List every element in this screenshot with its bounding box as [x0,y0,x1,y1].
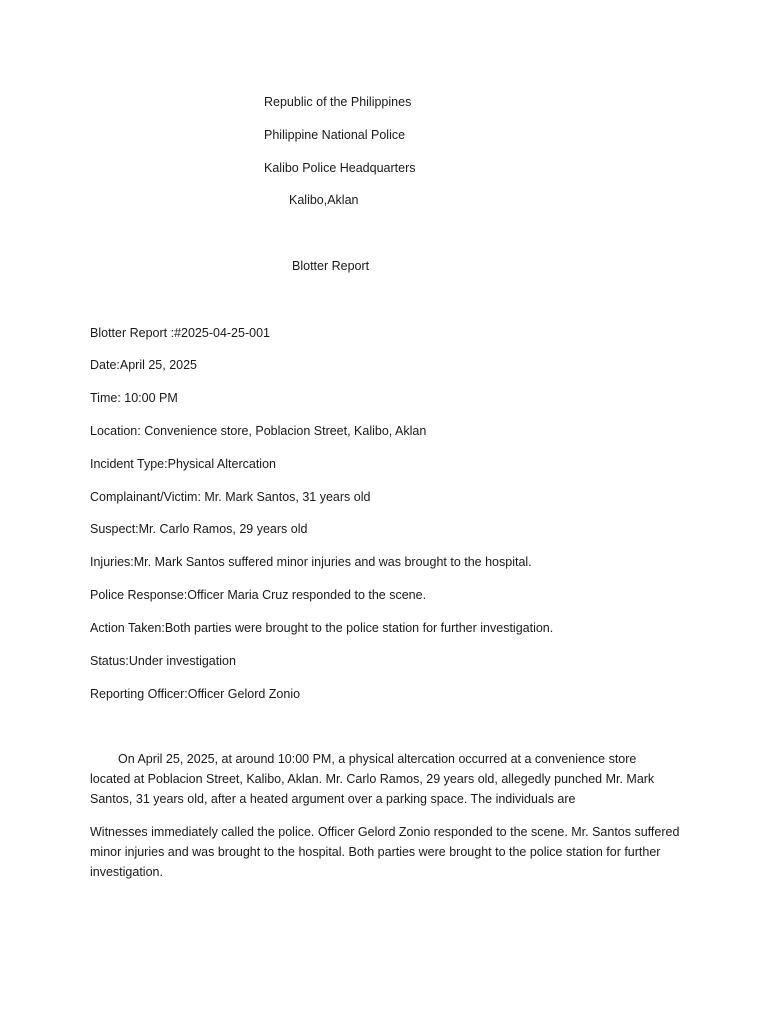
field-injuries: Injuries:Mr. Mark Santos suffered minor injuries and was brought to the hospital. [90,555,532,569]
header-location: Kalibo,Aklan [289,193,359,207]
field-time: Time: 10:00 PM [90,391,178,405]
field-reporting-officer: Reporting Officer:Officer Gelord Zonio [90,687,301,701]
field-action-taken: Action Taken:Both parties were brought to the police station for further investigation. [90,621,554,635]
field-incident-type: Incident Type:Physical Altercation [90,457,276,471]
narrative-text-1: On April 25, 2025, at around 10:00 PM, a physical altercation occurred at a convenience store located at Poblacion Street, Kalibo, Aklan. Mr. Carlo Ramos, 29 years old, allegedly punched Mr. Mark Santos, 31 years old, after a heated argument over a parking space. The individuals are [90,752,655,806]
field-status: Status:Under investigation [90,654,236,668]
narrative-paragraph-2 [90,822,680,882]
narrative-text-2: Witnesses immediately called the police. Officer Gelord Zonio responded to the scene. Mr. Santos suffered minor injuries and was brought to the hospital. Both parties were brought to the police station for further investigation. [90,825,680,879]
header-republic: Republic of the Philippines [264,95,412,109]
header-pnp: Philippine National Police [264,128,406,142]
field-police-response: Police Response:Officer Maria Cruz responded to the scene. [90,588,427,602]
field-report-number: Blotter Report :#2025-04-25-001 [90,326,270,340]
field-date: Date:April 25, 2025 [90,358,198,372]
field-location: Location: Convenience store, Poblacion Street, Kalibo, Aklan [90,424,427,438]
document-title: Blotter Report [292,259,370,273]
field-complainant: Complainant/Victim: Mr. Mark Santos, 31 years old [90,490,371,504]
narrative-paragraph-1 [90,749,680,809]
field-suspect: Suspect:Mr. Carlo Ramos, 29 years old [90,522,308,536]
header-headquarters: Kalibo Police Headquarters [264,161,416,175]
